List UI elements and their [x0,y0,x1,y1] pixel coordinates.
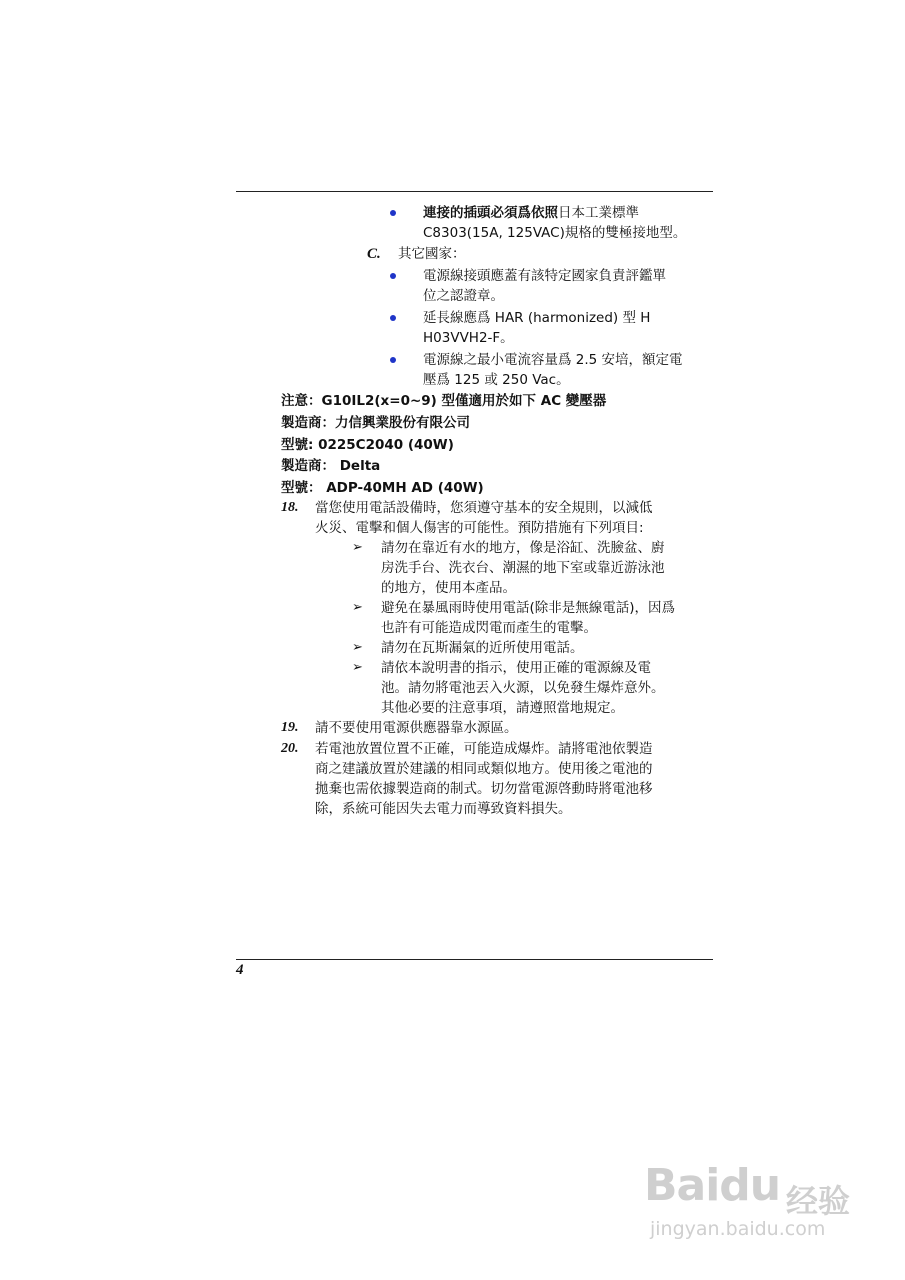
baidu-watermark [640,1150,870,1260]
item-20-line-1: 若電池放置位置不正確，可能造成爆炸。請將電池依製造 [315,741,653,757]
maker1-line [281,413,470,433]
maker1-label: 製造商： [281,415,335,431]
maker2-value: Delta [339,458,381,474]
sub-2-line-2: 也許有可能造成閃電而產生的電擊。 [381,620,597,636]
sub-1-line-3: 的地方，使用本產品。 [381,580,516,596]
section-c-letter: C. [367,246,381,262]
model1-label: 型號 [281,437,308,453]
japan-rest-text: 日本工業標準 [558,205,639,221]
watermark-logo: Baidu [644,1160,781,1211]
arrow-bullet-icon: ➢ [352,540,363,555]
model2-line [281,478,484,498]
item-20-line-3: 拋棄也需依據製造商的制式。切勿當電源啓動時將電池移 [315,781,653,797]
sub-1-line-2: 房洗手台、洗衣台、潮濕的地下室或靠近游泳池 [381,560,665,576]
model1-value: : 0225C2040 (40W) [308,437,454,453]
bottom-rule [236,959,713,960]
japan-line-1 [423,203,639,223]
item-19-line-1: 請不要使用電源供應器靠水源區。 [315,720,518,736]
c-bullet-2-line-1: 延長線應爲 HAR (harmonized) 型 H [423,310,651,326]
section-c-title: 其它國家： [398,246,466,262]
watermark-cn-text: 经验 [786,1182,851,1220]
model2-value: ADP-40MH AD (40W) [326,480,484,496]
maker2-label: 製造商： [281,458,335,474]
c-bullet-2-line-2: H03VVH2-F。 [423,330,514,346]
japan-line-2: C8303(15A, 125VAC)規格的雙極接地型。 [423,225,687,241]
sub-4-line-3: 其他必要的注意事項，請遵照當地規定。 [381,700,624,716]
bullet-icon [390,357,396,363]
item-18-line-2: 火災、電擊和個人傷害的可能性。預防措施有下列項目: [315,520,644,536]
arrow-bullet-icon: ➢ [352,660,363,675]
model2-label: 型號： [281,480,322,496]
item-20-line-2: 商之建議放置於建議的相同或類似地方。使用後之電池的 [315,761,653,777]
page-number: 4 [236,962,244,978]
arrow-bullet-icon: ➢ [352,600,363,615]
japan-bold-text: 連接的插頭必須爲依照 [423,205,558,221]
maker1-value: 力信興業股份有限公司 [335,415,470,431]
watermark-url: jingyan.baidu.com [650,1218,826,1240]
sub-2-line-1: 避免在暴風雨時使用電話(除非是無線電話)，因爲 [381,600,676,616]
c-bullet-1-line-1: 電源線接頭應蓋有該特定國家負責評鑑單 [423,268,666,284]
item-20-number: 20. [281,741,299,756]
sub-4-line-2: 池。請勿將電池丟入火源，以免發生爆炸意外。 [381,680,665,696]
top-rule [236,191,713,192]
note-line [281,391,606,411]
item-18-line-1: 當您使用電話設備時，您須遵守基本的安全規則，以減低 [315,500,653,516]
model1-line [281,435,454,455]
c-bullet-3-line-2: 壓爲 125 或 250 Vac。 [423,372,570,388]
note-prefix: 注意： [281,393,322,409]
sub-1-line-1: 請勿在靠近有水的地方，像是浴缸、洗臉盆、廚 [381,540,665,556]
item-20-line-4: 除，系統可能因失去電力而導致資料損失。 [315,801,572,817]
bullet-icon [390,315,396,321]
sub-4-line-1: 請依本說明書的指示，使用正確的電源線及電 [381,660,651,676]
item-18-number: 18. [281,500,299,515]
maker2-line [281,456,380,476]
c-bullet-1-line-2: 位之認證章。 [423,288,504,304]
arrow-bullet-icon: ➢ [352,640,363,655]
bullet-icon [390,273,396,279]
item-19-number: 19. [281,720,299,735]
bullet-icon [390,210,396,216]
c-bullet-3-line-1: 電源線之最小電流容量爲 2.5 安培，額定電 [423,352,683,368]
sub-3-line-1: 請勿在瓦斯漏氣的近所使用電話。 [381,640,584,656]
note-bold-text: G10IL2(x=0~9) 型僅適用於如下 AC 變壓器 [321,393,607,409]
